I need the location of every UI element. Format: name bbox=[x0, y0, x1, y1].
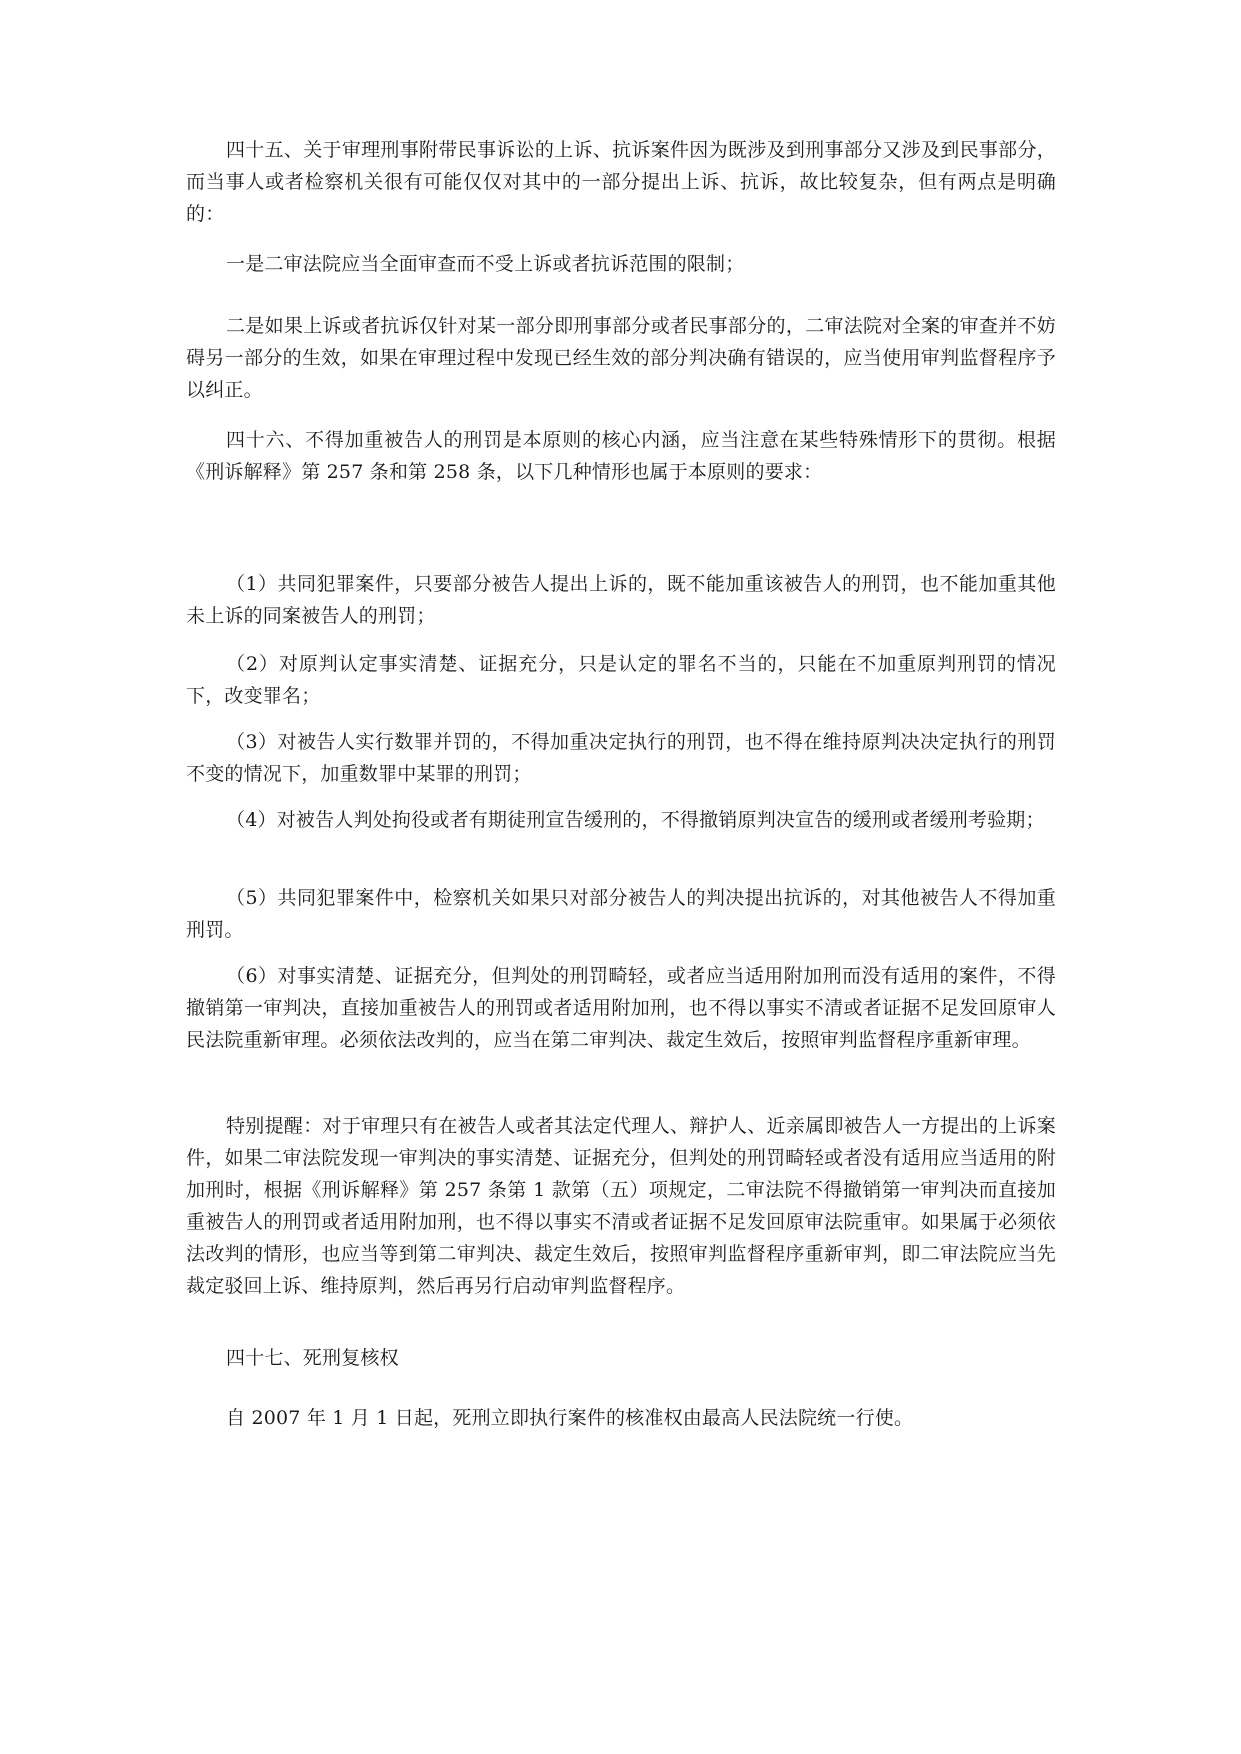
paragraph-article-46: 四十六、不得加重被告人的刑罚是本原则的核心内涵，应当注意在某些特殊情形下的贯彻。根据《刑诉解释》第 257 条和第 258 条，以下几种情形也属于本原则的要求： bbox=[186, 429, 1056, 483]
paragraph-item-5: （5）共同犯罪案件中，检察机关如果只对部分被告人的判决提出抗诉的，对其他被告人不得加重刑罚。 bbox=[186, 887, 1056, 941]
paragraph-item-6: （6）对事实清楚、证据充分，但判处的刑罚畸轻，或者应当适用附加刑而没有适用的案件，不得撤销第一审判决，直接加重被告人的刑罚或者适用附加刑，也不得以事实不清或者证据不足发回原审人民法院重新审理。必须依法改判的，应当在第二审判决、裁定生效后，按照审判监督程序重新审理。 bbox=[186, 965, 1056, 1051]
paragraph-death-penalty-review: 自 2007 年 1 月 1 日起，死刑立即执行案件的核准权由最高人民法院统一行使。 bbox=[226, 1407, 914, 1429]
paragraph-item-1: （1）共同犯罪案件，只要部分被告人提出上诉的，既不能加重该被告人的刑罚，也不能加重其他未上诉的同案被告人的刑罚； bbox=[186, 573, 1056, 627]
paragraph-article-47: 四十七、死刑复核权 bbox=[226, 1347, 399, 1369]
paragraph-point-two: 二是如果上诉或者抗诉仅针对某一部分即刑事部分或者民事部分的，二审法院对全案的审查并不妨碍另一部分的生效，如果在审理过程中发现已经生效的部分判决确有错误的，应当使用审判监督程序予以纠正。 bbox=[186, 315, 1056, 401]
paragraph-item-2: （2）对原判认定事实清楚、证据充分，只是认定的罪名不当的，只能在不加重原判刑罚的情况下，改变罪名； bbox=[186, 653, 1056, 707]
paragraph-item-3: （3）对被告人实行数罪并罚的，不得加重决定执行的刑罚，也不得在维持原判决决定执行的刑罚不变的情况下，加重数罪中某罪的刑罚； bbox=[186, 731, 1056, 785]
paragraph-item-4: （4）对被告人判处拘役或者有期徒刑宣告缓刑的，不得撤销原判决宣告的缓刑或者缓刑考验期； bbox=[226, 809, 1045, 831]
paragraph-article-45: 四十五、关于审理刑事附带民事诉讼的上诉、抗诉案件因为既涉及到刑事部分又涉及到民事部分，而当事人或者检察机关很有可能仅仅对其中的一部分提出上诉、抗诉，故比较复杂，但有两点是明确的： bbox=[186, 139, 1056, 225]
paragraph-point-one: 一是二审法院应当全面审查而不受上诉或者抗诉范围的限制； bbox=[226, 253, 745, 275]
paragraph-special-reminder: 特别提醒：对于审理只有在被告人或者其法定代理人、辩护人、近亲属即被告人一方提出的上诉案件，如果二审法院发现一审判决的事实清楚、证据充分，但判处的刑罚畸轻或者没有适用应当适用的附加刑时，根据《刑诉解释》第 257 条第 1 款第（五）项规定，二审法院不得撤销第一审判决而直接加重被告人的刑罚或者适用附加刑，也不得以事实不清或者证据不足发回原审法院重审。如果属于必须依法改判的情形，也应当等到第二审判决、裁定生效后，按照审判监督程序重新审判，即二审法院应当先裁定驳回上诉、维持原判，然后再另行启动审判监督程序。 bbox=[186, 1115, 1056, 1297]
